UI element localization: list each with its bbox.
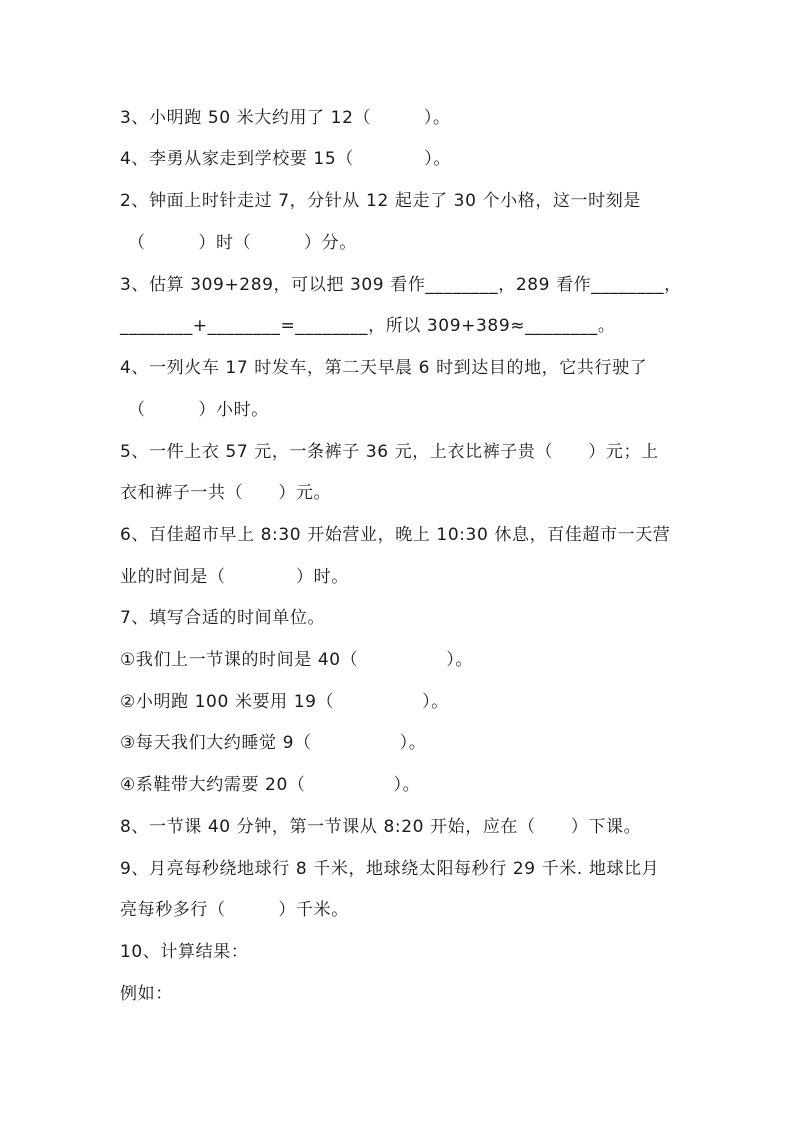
question-5-clothes-line2: 衣和裤子一共（ ）元。 (120, 483, 332, 503)
question-7-item-4: ④系鞋带大约需要 20（ ）。 (120, 775, 421, 795)
question-6-supermarket-line1: 6、百佳超市早上 8:30 开始营业，晚上 10:30 休息，百佳超市一天营 (120, 525, 671, 545)
question-6-supermarket-line2: 业的时间是（ ）时。 (120, 567, 349, 587)
question-3-estimate-line1: 3、估算 309+289，可以把 309 看作________，289 看作________， (120, 275, 682, 295)
question-3-estimate-line2: ________+________=________，所以 309+389≈________。 (120, 316, 616, 336)
question-10-heading: 10、计算结果： (120, 942, 249, 962)
question-7-item-3: ③每天我们大约睡觉 9（ ）。 (120, 733, 427, 753)
question-7-item-1: ①我们上一节课的时间是 40（ ）。 (120, 650, 473, 670)
question-4-train-line1: 4、一列火车 17 时发车，第二天早晨 6 时到达目的地，它共行驶了 (120, 358, 648, 378)
question-4-walk-time: 4、李勇从家走到学校要 15（ ）。 (120, 149, 451, 169)
question-7-item-2: ②小明跑 100 米要用 19（ ）。 (120, 692, 449, 712)
question-2-clock-line2: （ ）时（ ）分。 (128, 233, 357, 253)
question-9-moon-line1: 9、月亮每秒绕地球行 8 千米，地球绕太阳每秒行 29 千米. 地球比月 (120, 859, 660, 879)
question-3-run-time: 3、小明跑 50 米大约用了 12（ ）。 (120, 108, 451, 128)
question-5-clothes-line1: 5、一件上衣 57 元，一条裤子 36 元，上衣比裤子贵（ ）元；上 (120, 442, 659, 462)
question-8-class-end: 8、一节课 40 分钟，第一节课从 8:20 开始，应在（ ）下课。 (120, 817, 642, 837)
question-4-train-line2: （ ）小时。 (128, 400, 269, 420)
question-2-clock-line1: 2、钟面上时针走过 7，分针从 12 起走了 30 个小格，这一时刻是 (120, 191, 641, 211)
question-9-moon-line2: 亮每秒多行（ ）千米。 (120, 900, 349, 920)
example-label: 例如： (120, 984, 173, 1004)
question-7-heading: 7、填写合适的时间单位。 (120, 608, 326, 628)
